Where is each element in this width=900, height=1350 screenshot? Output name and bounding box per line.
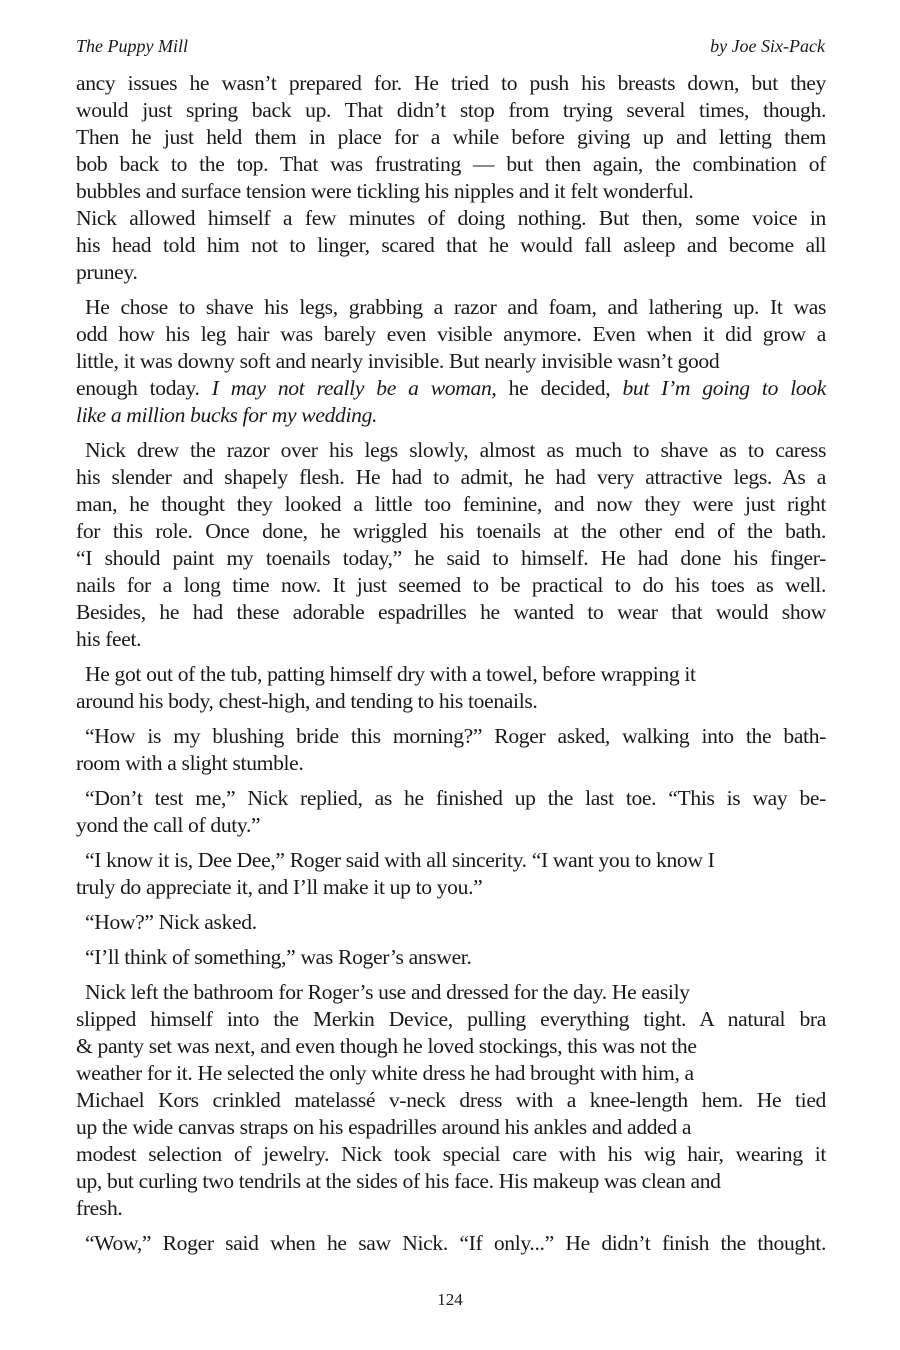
paragraph <box>76 1230 826 1257</box>
text-line: “I should paint my toenails today,” he said to himself. He had done his finger- <box>76 546 826 570</box>
paragraph <box>76 847 826 901</box>
italic-thought: but I’m going to look <box>622 376 826 400</box>
text-line: modest selection of jewelry. Nick took special care with his wig hair, wearing it <box>76 1142 826 1166</box>
italic-thought: like a million bucks for my wedding. <box>76 403 378 427</box>
text-line: man, he thought they looked a little too feminine, and now they were just right <box>76 492 826 516</box>
text-line: pruney. <box>76 260 138 284</box>
text-line: Nick left the bathroom for Roger’s use and dressed for the day. He easily <box>85 980 690 1004</box>
paragraph <box>76 944 826 971</box>
text-line: truly do appreciate it, and I’ll make it up to you.” <box>76 875 483 899</box>
text-line: He got out of the tub, patting himself dry with a towel, before wrapping it <box>85 662 696 686</box>
text-line: his feet. <box>76 627 142 651</box>
text-line: fresh. <box>76 1196 123 1220</box>
text-line: “I know it is, Dee Dee,” Roger said with all sincerity. “I want you to know I <box>85 848 715 872</box>
text-line: Michael Kors crinkled matelassé v-neck dress with a knee-length hem. He tied <box>76 1088 826 1112</box>
text-line: slipped himself into the Merkin Device, pulling everything tight. A natural bra <box>76 1007 826 1031</box>
text-line: bubbles and surface tension were tickling his nipples and it felt wonderful. <box>76 179 694 203</box>
text-line <box>76 375 826 402</box>
text-run: he decided, <box>496 376 623 400</box>
text-line <box>76 402 826 429</box>
paragraph <box>76 979 826 1222</box>
text-line: odd how his leg hair was barely even visible anymore. Even when it did grow a <box>76 322 826 346</box>
text-line: weather for it. He selected the only white dress he had brought with him, a <box>76 1061 694 1085</box>
text-line: “Wow,” Roger said when he saw Nick. “If only...” He didn’t finish the thought. <box>85 1231 826 1255</box>
page-body <box>76 70 826 1265</box>
text-line: ancy issues he wasn’t prepared for. He tried to push his breasts down, but they <box>76 71 826 95</box>
paragraph <box>76 70 826 286</box>
text-run: enough today. <box>76 376 212 400</box>
text-line: “How?” Nick asked. <box>85 910 257 934</box>
page-number: 124 <box>437 1290 463 1309</box>
text-line: his head told him not to linger, scared that he would fall asleep and become all <box>76 233 826 257</box>
text-line: up, but curling two tendrils at the sides of his face. His makeup was clean and <box>76 1169 721 1193</box>
text-line: Besides, he had these adorable espadrilles he wanted to wear that would show <box>76 600 826 624</box>
text-line: yond the call of duty.” <box>76 813 261 837</box>
text-line: would just spring back up. That didn’t stop from trying several times, though. <box>76 98 826 122</box>
text-line: “How is my blushing bride this morning?” Roger asked, walking into the bath- <box>85 724 826 748</box>
text-line: bob back to the top. That was frustrating — but then again, the combination of <box>76 152 826 176</box>
paragraph <box>76 294 826 429</box>
italic-thought: I may not really be a woman, <box>211 376 497 400</box>
paragraph <box>76 785 826 839</box>
paragraph <box>76 437 826 653</box>
text-line: little, it was downy soft and nearly invisible. But nearly invisible wasn’t good <box>76 349 720 373</box>
text-line: up the wide canvas straps on his espadrilles around his ankles and added a <box>76 1115 692 1139</box>
text-line: around his body, chest-high, and tending to his toenails. <box>76 689 538 713</box>
text-line: for this role. Once done, he wriggled his toenails at the other end of the bath. <box>76 519 826 543</box>
author-name: by Joe Six-Pack <box>710 36 825 56</box>
text-line: & panty set was next, and even though he loved stockings, this was not the <box>76 1034 697 1058</box>
book-title: The Puppy Mill <box>76 36 188 56</box>
paragraph <box>76 661 826 715</box>
text-line: “Don’t test me,” Nick replied, as he finished up the last toe. “This is way be- <box>85 786 826 810</box>
text-line: He chose to shave his legs, grabbing a razor and foam, and lathering up. It was <box>85 295 826 319</box>
paragraph <box>76 723 826 777</box>
text-line: Nick allowed himself a few minutes of doing nothing. But then, some voice in <box>76 206 826 230</box>
text-line: Then he just held them in place for a while before giving up and letting them <box>76 125 826 149</box>
text-line: his slender and shapely flesh. He had to admit, he had very attractive legs. As a <box>76 465 826 489</box>
text-line: room with a slight stumble. <box>76 751 304 775</box>
running-header <box>76 36 825 60</box>
text-line: nails for a long time now. It just seemed to be practical to do his toes as well. <box>76 573 826 597</box>
paragraph <box>76 909 826 936</box>
text-line: Nick drew the razor over his legs slowly, almost as much to shave as to caress <box>85 438 826 462</box>
text-line: “I’ll think of something,” was Roger’s answer. <box>85 945 472 969</box>
